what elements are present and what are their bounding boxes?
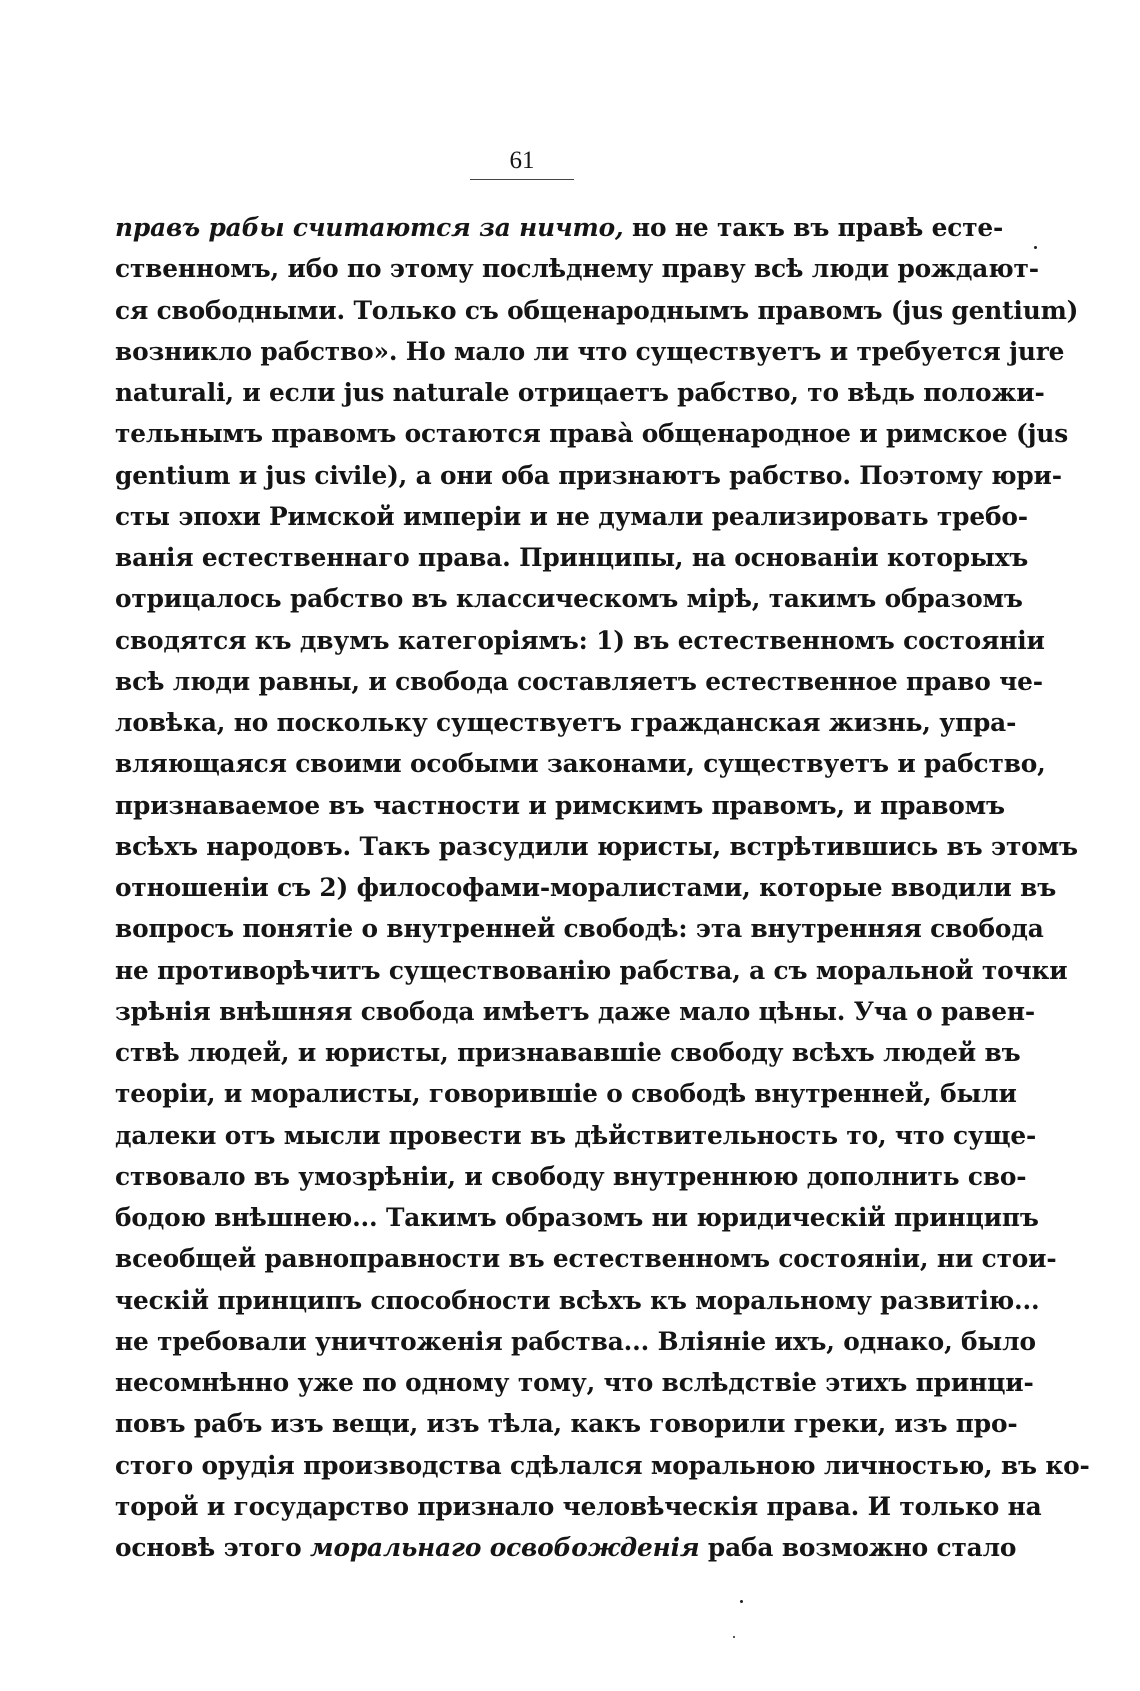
text-segment: сводятся къ двумъ категоріямъ: 1) въ естественномъ состояніи — [115, 625, 1045, 655]
text-segment: ловѣка, но поскольку существуетъ гражданская жизнь, упра- — [115, 708, 1017, 737]
text-line — [115, 950, 1068, 991]
page-number-rule — [470, 179, 574, 180]
text-line — [115, 1032, 1021, 1073]
text-segment: отношеніи съ 2) философами-моралистами, которые вводили въ — [115, 873, 1057, 902]
text-segment: признаваемое въ частности и римскимъ правомъ, и правомъ — [115, 790, 1005, 820]
text-segment: но не такъ въ правѣ есте- — [623, 213, 1004, 242]
text-line — [115, 991, 1035, 1032]
text-line — [115, 372, 1045, 413]
text-segment: зрѣнія внѣшняя свобода имѣетъ даже мало цѣны. Уча о равен- — [115, 996, 1035, 1026]
text-segment: повъ рабъ изъ вещи, изъ тѣла, какъ говорили греки, изъ про- — [115, 1409, 1018, 1439]
text-segment: раба возможно стало — [699, 1533, 1017, 1562]
page-number-block — [470, 146, 574, 182]
text-segment: основѣ этого — [115, 1533, 311, 1562]
text-line — [115, 537, 1029, 578]
text-segment: вляющаяся своими особыми законами, существуетъ и рабство, — [115, 749, 1046, 779]
page-number: 61 — [509, 147, 535, 174]
text-line — [115, 455, 1062, 496]
text-line — [115, 1445, 1090, 1486]
text-line — [115, 290, 1079, 331]
text-line — [115, 1280, 1040, 1321]
scan-speck — [733, 1636, 735, 1638]
text-line — [115, 1403, 1018, 1444]
text-line — [115, 620, 1045, 661]
text-segment: стого орудія производства сдѣлался моральною личностью, въ ко- — [115, 1450, 1090, 1480]
text-line — [115, 248, 1039, 289]
text-segment: бодою внѣшнею... Такимъ образомъ ни юридическій принципъ — [115, 1203, 1039, 1232]
body-text — [115, 207, 1090, 1568]
text-line — [115, 1238, 1057, 1279]
text-segment: naturali, и если jus naturale отрицаетъ рабство, то вѣдь положи- — [115, 378, 1045, 407]
text-line — [115, 331, 1065, 372]
text-line — [115, 1156, 1027, 1197]
text-line — [115, 1527, 1017, 1568]
text-segment: не требовали уничтоженія рабства... Вліяніе ихъ, однако, было — [115, 1326, 1036, 1356]
text-line — [115, 867, 1057, 908]
text-line — [115, 413, 1069, 454]
text-segment: всеобщей равноправности въ естественномъ состояніи, ни стои- — [115, 1244, 1057, 1274]
scan-speck — [1034, 246, 1037, 249]
text-line — [115, 1073, 1017, 1114]
text-segment: ственномъ, ибо по этому послѣднему праву всѣ люди рождают- — [115, 254, 1039, 284]
text-segment: ствовало въ умозрѣніи, и свободу внутреннюю дополнить сво- — [115, 1161, 1027, 1191]
text-line — [115, 1115, 1037, 1156]
text-segment: тельнымъ правомъ остаются права̀ общенародное и римское (jus — [115, 419, 1069, 449]
text-segment: отрицалось рабство въ классическомъ мірѣ, такимъ образомъ — [115, 584, 1023, 614]
emphasized-text: правъ рабы считаются за ничто, — [115, 213, 624, 242]
text-segment: ся свободными. Только съ общенароднымъ правомъ (jus gentium) — [115, 295, 1079, 325]
text-segment: возникло рабство». Но мало ли что существуетъ и требуется jure — [115, 336, 1065, 366]
text-line — [115, 1321, 1036, 1362]
text-segment: далеки отъ мысли провести въ дѣйствительность то, что суще- — [115, 1120, 1037, 1150]
text-line — [115, 578, 1023, 619]
text-segment: ванія естественнаго права. Принципы, на основаніи которыхъ — [115, 543, 1029, 572]
text-segment: всѣ люди равны, и свобода составляетъ естественное право че- — [115, 666, 1043, 696]
text-line — [115, 1486, 1042, 1527]
text-segment: теоріи, и моралисты, говорившіе о свободѣ внутренней, были — [115, 1079, 1017, 1109]
text-line — [115, 1197, 1039, 1238]
text-segment: gentium и jus civile), а они оба признаютъ рабство. Поэтому юри- — [115, 460, 1062, 490]
text-segment: ческій принципъ способности всѣхъ къ моральному развитію... — [115, 1285, 1040, 1315]
text-line — [115, 1362, 1034, 1403]
text-segment: вопросъ понятіе о внутренней свободѣ: эта внутренняя свобода — [115, 914, 1044, 944]
text-segment: сты эпохи Римской имперіи и не думали реализировать требо- — [115, 501, 1028, 531]
text-segment: несомнѣнно уже по одному тому, что вслѣдствіе этихъ принци- — [115, 1368, 1034, 1397]
text-line — [115, 661, 1043, 702]
text-segment: всѣхъ народовъ. Такъ разсудили юристы, встрѣтившись въ этомъ — [115, 831, 1078, 861]
text-segment: торой и государство признало человѣческія права. И только на — [115, 1491, 1042, 1521]
text-segment: не противорѣчитъ существованію рабства, а съ моральной точки — [115, 955, 1068, 985]
text-line — [115, 207, 1004, 248]
text-line — [115, 908, 1044, 949]
scan-speck — [740, 1600, 743, 1603]
emphasized-text: моральнаго освобожденія — [310, 1533, 700, 1562]
text-line — [115, 702, 1017, 743]
text-line — [115, 743, 1046, 784]
text-line — [115, 826, 1078, 867]
text-segment: ствѣ людей, и юристы, признававшіе свободу всѣхъ людей въ — [115, 1038, 1021, 1067]
text-line — [115, 785, 1005, 826]
text-line — [115, 496, 1028, 537]
